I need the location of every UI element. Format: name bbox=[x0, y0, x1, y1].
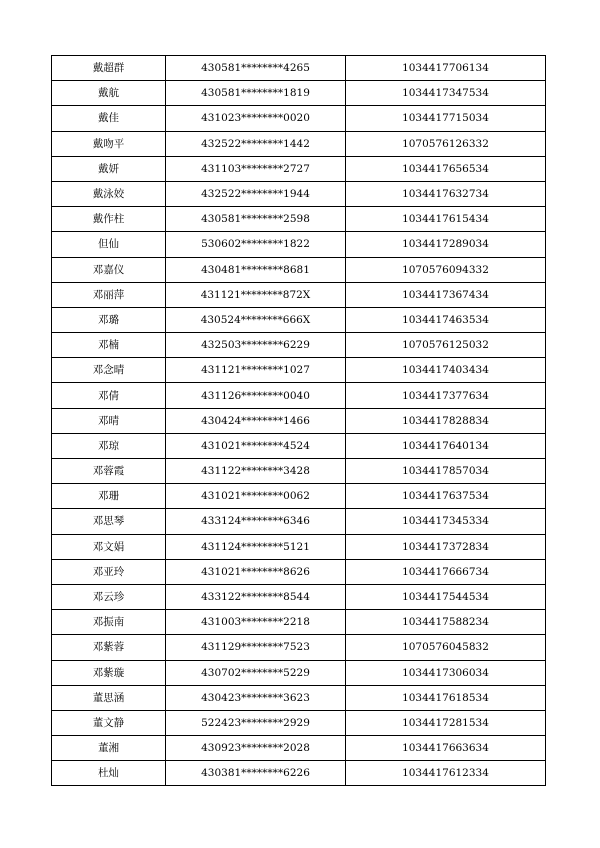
table-row bbox=[52, 635, 546, 660]
number-cell: 1034417615434 bbox=[346, 207, 546, 232]
id-card-cell: 431122********3428 bbox=[166, 459, 346, 484]
number-cell: 1034417281534 bbox=[346, 710, 546, 735]
table-row bbox=[52, 131, 546, 156]
number-cell: 1034417403434 bbox=[346, 358, 546, 383]
number-cell: 1034417656534 bbox=[346, 156, 546, 181]
number-cell: 1034417544534 bbox=[346, 584, 546, 609]
id-card-cell: 433122********8544 bbox=[166, 584, 346, 609]
number-cell: 1034417289034 bbox=[346, 232, 546, 257]
name-cell: 邓振南 bbox=[52, 610, 166, 635]
name-cell: 戴泳姣 bbox=[52, 181, 166, 206]
number-cell: 1034417612334 bbox=[346, 761, 546, 786]
id-card-cell: 431103********2727 bbox=[166, 156, 346, 181]
table-row bbox=[52, 433, 546, 458]
number-cell: 1034417367434 bbox=[346, 282, 546, 307]
roster-table bbox=[51, 55, 546, 786]
table-row bbox=[52, 408, 546, 433]
table-row bbox=[52, 761, 546, 786]
id-card-cell: 432503********6229 bbox=[166, 333, 346, 358]
table-row bbox=[52, 358, 546, 383]
number-cell: 1034417663634 bbox=[346, 736, 546, 761]
id-card-cell: 431021********8626 bbox=[166, 559, 346, 584]
table-row bbox=[52, 156, 546, 181]
number-cell: 1034417632734 bbox=[346, 181, 546, 206]
table-row bbox=[52, 81, 546, 106]
name-cell: 戴佳 bbox=[52, 106, 166, 131]
number-cell: 1034417463534 bbox=[346, 307, 546, 332]
number-cell: 1070576045832 bbox=[346, 635, 546, 660]
name-cell: 但仙 bbox=[52, 232, 166, 257]
number-cell: 1034417306034 bbox=[346, 660, 546, 685]
id-card-cell: 431126********0040 bbox=[166, 383, 346, 408]
number-cell: 1034417637534 bbox=[346, 484, 546, 509]
name-cell: 董湘 bbox=[52, 736, 166, 761]
name-cell: 邓文娟 bbox=[52, 534, 166, 559]
name-cell: 董文静 bbox=[52, 710, 166, 735]
id-card-cell: 431129********7523 bbox=[166, 635, 346, 660]
number-cell: 1034417828834 bbox=[346, 408, 546, 433]
name-cell: 邓晴 bbox=[52, 408, 166, 433]
id-card-cell: 430923********2028 bbox=[166, 736, 346, 761]
name-cell: 邓紫蓉 bbox=[52, 635, 166, 660]
table-row bbox=[52, 484, 546, 509]
name-cell: 邓嘉仪 bbox=[52, 257, 166, 282]
table-row bbox=[52, 232, 546, 257]
number-cell: 1034417857034 bbox=[346, 459, 546, 484]
number-cell: 1034417345334 bbox=[346, 509, 546, 534]
id-card-cell: 431021********4524 bbox=[166, 433, 346, 458]
name-cell: 邓丽萍 bbox=[52, 282, 166, 307]
id-card-cell: 430424********1466 bbox=[166, 408, 346, 433]
id-card-cell: 431021********0062 bbox=[166, 484, 346, 509]
name-cell: 戴吻平 bbox=[52, 131, 166, 156]
name-cell: 戴作柱 bbox=[52, 207, 166, 232]
number-cell: 1034417377634 bbox=[346, 383, 546, 408]
table-row bbox=[52, 106, 546, 131]
table-row bbox=[52, 559, 546, 584]
table-row bbox=[52, 584, 546, 609]
number-cell: 1070576125032 bbox=[346, 333, 546, 358]
id-card-cell: 430524********666X bbox=[166, 307, 346, 332]
id-card-cell: 431003********2218 bbox=[166, 610, 346, 635]
table-row bbox=[52, 660, 546, 685]
number-cell: 1034417666734 bbox=[346, 559, 546, 584]
name-cell: 邓珊 bbox=[52, 484, 166, 509]
number-cell: 1034417588234 bbox=[346, 610, 546, 635]
number-cell: 1070576126332 bbox=[346, 131, 546, 156]
table-row bbox=[52, 710, 546, 735]
id-card-cell: 432522********1944 bbox=[166, 181, 346, 206]
roster-table-body bbox=[52, 56, 546, 786]
table-row bbox=[52, 207, 546, 232]
table-row bbox=[52, 509, 546, 534]
table-row bbox=[52, 534, 546, 559]
id-card-cell: 431121********872X bbox=[166, 282, 346, 307]
id-card-cell: 431023********0020 bbox=[166, 106, 346, 131]
table-row bbox=[52, 56, 546, 81]
id-card-cell: 431124********5121 bbox=[166, 534, 346, 559]
number-cell: 1034417372834 bbox=[346, 534, 546, 559]
number-cell: 1034417347534 bbox=[346, 81, 546, 106]
table-row bbox=[52, 181, 546, 206]
table-row bbox=[52, 257, 546, 282]
number-cell: 1034417618534 bbox=[346, 685, 546, 710]
name-cell: 戴航 bbox=[52, 81, 166, 106]
table-row bbox=[52, 333, 546, 358]
name-cell: 邓亚玲 bbox=[52, 559, 166, 584]
name-cell: 邓思琴 bbox=[52, 509, 166, 534]
table-row bbox=[52, 383, 546, 408]
id-card-cell: 432522********1442 bbox=[166, 131, 346, 156]
table-row bbox=[52, 685, 546, 710]
name-cell: 董思涵 bbox=[52, 685, 166, 710]
name-cell: 邓倩 bbox=[52, 383, 166, 408]
id-card-cell: 430481********8681 bbox=[166, 257, 346, 282]
number-cell: 1034417715034 bbox=[346, 106, 546, 131]
id-card-cell: 433124********6346 bbox=[166, 509, 346, 534]
name-cell: 戴超群 bbox=[52, 56, 166, 81]
id-card-cell: 430381********6226 bbox=[166, 761, 346, 786]
table-row bbox=[52, 610, 546, 635]
name-cell: 邓楠 bbox=[52, 333, 166, 358]
name-cell: 杜灿 bbox=[52, 761, 166, 786]
id-card-cell: 430581********4265 bbox=[166, 56, 346, 81]
table-row bbox=[52, 307, 546, 332]
name-cell: 邓云珍 bbox=[52, 584, 166, 609]
id-card-cell: 431121********1027 bbox=[166, 358, 346, 383]
name-cell: 戴妍 bbox=[52, 156, 166, 181]
id-card-cell: 530602********1822 bbox=[166, 232, 346, 257]
number-cell: 1034417706134 bbox=[346, 56, 546, 81]
table-row bbox=[52, 736, 546, 761]
number-cell: 1070576094332 bbox=[346, 257, 546, 282]
id-card-cell: 430581********1819 bbox=[166, 81, 346, 106]
name-cell: 邓璐 bbox=[52, 307, 166, 332]
id-card-cell: 430423********3623 bbox=[166, 685, 346, 710]
id-card-cell: 522423********2929 bbox=[166, 710, 346, 735]
name-cell: 邓紫璇 bbox=[52, 660, 166, 685]
name-cell: 邓念晴 bbox=[52, 358, 166, 383]
id-card-cell: 430702********5229 bbox=[166, 660, 346, 685]
name-cell: 邓蓉霞 bbox=[52, 459, 166, 484]
name-cell: 邓琼 bbox=[52, 433, 166, 458]
table-row bbox=[52, 282, 546, 307]
number-cell: 1034417640134 bbox=[346, 433, 546, 458]
table-row bbox=[52, 459, 546, 484]
id-card-cell: 430581********2598 bbox=[166, 207, 346, 232]
